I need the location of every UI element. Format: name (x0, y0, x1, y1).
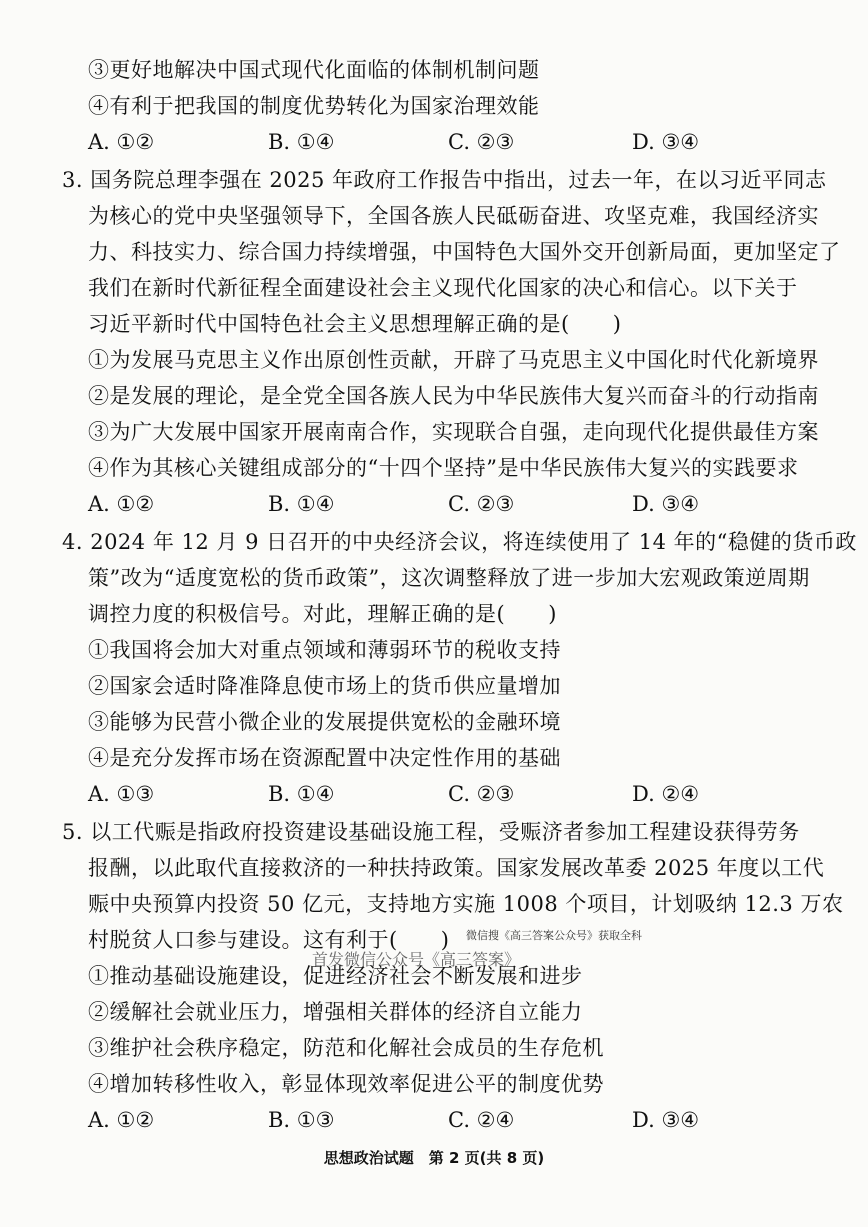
q2-item-3: ③更好地解决中国式现代化面临的体制机制问题 (88, 58, 540, 82)
q3-item-2: ②是发展的理论，是全党全国各族人民为中华民族伟大复兴而奋斗的行动指南 (88, 384, 819, 408)
q4-stem-line-3: 调控力度的积极信号。对此，理解正确的是( ) (88, 602, 557, 626)
q3-stem-line-2: 为核心的党中央坚强领导下，全国各族人民砥砺奋进、攻坚克难，我国经济实 (88, 204, 819, 228)
q3-stem-line-5: 习近平新时代中国特色社会主义思想理解正确的是( ) (88, 312, 622, 336)
q3-option-b: B. ①④ (268, 492, 335, 516)
q3-option-c: C. ②③ (448, 492, 515, 516)
q4-option-a: A. ①③ (88, 782, 155, 806)
q3-stem-line-3: 力、科技实力、综合国力持续增强，中国特色大国外交开创新局面，更加坚定了 (88, 240, 841, 264)
q2-option-d: D. ③④ (632, 130, 700, 154)
watermark-text-2: 首发微信公众号《高三答案》 (312, 950, 521, 969)
q4-item-3: ③能够为民营小微企业的发展提供宽松的金融环境 (88, 710, 561, 734)
q5-stem-line-1: 5. 以工代赈是指政府投资建设基础设施工程，受赈济者参加工程建设获得劳务 (62, 820, 800, 844)
q2-option-a: A. ①② (88, 130, 155, 154)
q2-item-4: ④有利于把我国的制度优势转化为国家治理效能 (88, 94, 540, 118)
q5-item-4: ④增加转移性收入，彰显体现效率促进公平的制度优势 (88, 1072, 604, 1096)
q3-item-1: ①为发展马克思主义作出原创性贡献，开辟了马克思主义中国化时代化新境界 (88, 348, 819, 372)
q5-stem-line-3: 赈中央预算内投资 50 亿元，支持地方实施 1008 个项目，计划吸纳 12.3 万农 (88, 892, 844, 916)
q5-option-b: B. ①③ (268, 1108, 335, 1132)
page-footer: 思想政治试题 第 2 页(共 8 页) (323, 1149, 545, 1167)
q3-option-a: A. ①② (88, 492, 155, 516)
watermark-text-1: 微信搜《高三答案公众号》获取全科 (466, 929, 642, 942)
q5-item-1: ①推动基础设施建设，促进经济社会不断发展和进步 (88, 964, 583, 988)
q4-stem-line-2: 策”改为“适度宽松的货币政策”，这次调整释放了进一步加大宏观政策逆周期 (88, 566, 810, 590)
q3-stem-line-4: 我们在新时代新征程全面建设社会主义现代化国家的决心和信心。以下关于 (88, 276, 798, 300)
q3-item-3: ③为广大发展中国家开展南南合作，实现联合自强，走向现代化提供最佳方案 (88, 420, 819, 444)
q4-option-c: C. ②③ (448, 782, 515, 806)
q4-option-b: B. ①④ (268, 782, 335, 806)
q5-item-2: ②缓解社会就业压力，增强相关群体的经济自立能力 (88, 1000, 583, 1024)
q4-stem-line-1: 4. 2024 年 12 月 9 日召开的中央经济会议，将连续使用了 14 年的“稳健的货币政 (62, 530, 857, 554)
q5-item-3: ③维护社会秩序稳定，防范和化解社会成员的生存危机 (88, 1036, 604, 1060)
q4-item-4: ④是充分发挥市场在资源配置中决定性作用的基础 (88, 746, 561, 770)
q3-stem-line-1: 3. 国务院总理李强在 2025 年政府工作报告中指出，过去一年，在以习近平同志 (62, 168, 827, 192)
q5-stem-line-2: 报酬，以此取代直接救济的一种扶持政策。国家发展改革委 2025 年度以工代 (88, 856, 825, 880)
q4-item-2: ②国家会适时降准降息使市场上的货币供应量增加 (88, 674, 561, 698)
q5-stem-line-4: 村脱贫人口参与建设。这有利于( ) (88, 928, 450, 952)
q5-option-c: C. ②④ (448, 1108, 515, 1132)
q4-item-1: ①我国将会加大对重点领域和薄弱环节的税收支持 (88, 638, 561, 662)
q5-option-a: A. ①② (88, 1108, 155, 1132)
q4-option-d: D. ②④ (632, 782, 700, 806)
q2-option-b: B. ①④ (268, 130, 335, 154)
q3-option-d: D. ③④ (632, 492, 700, 516)
q5-option-d: D. ③④ (632, 1108, 700, 1132)
q3-item-4: ④作为其核心关键组成部分的“十四个坚持”是中华民族伟大复兴的实践要求 (88, 456, 799, 480)
q2-option-c: C. ②③ (448, 130, 515, 154)
